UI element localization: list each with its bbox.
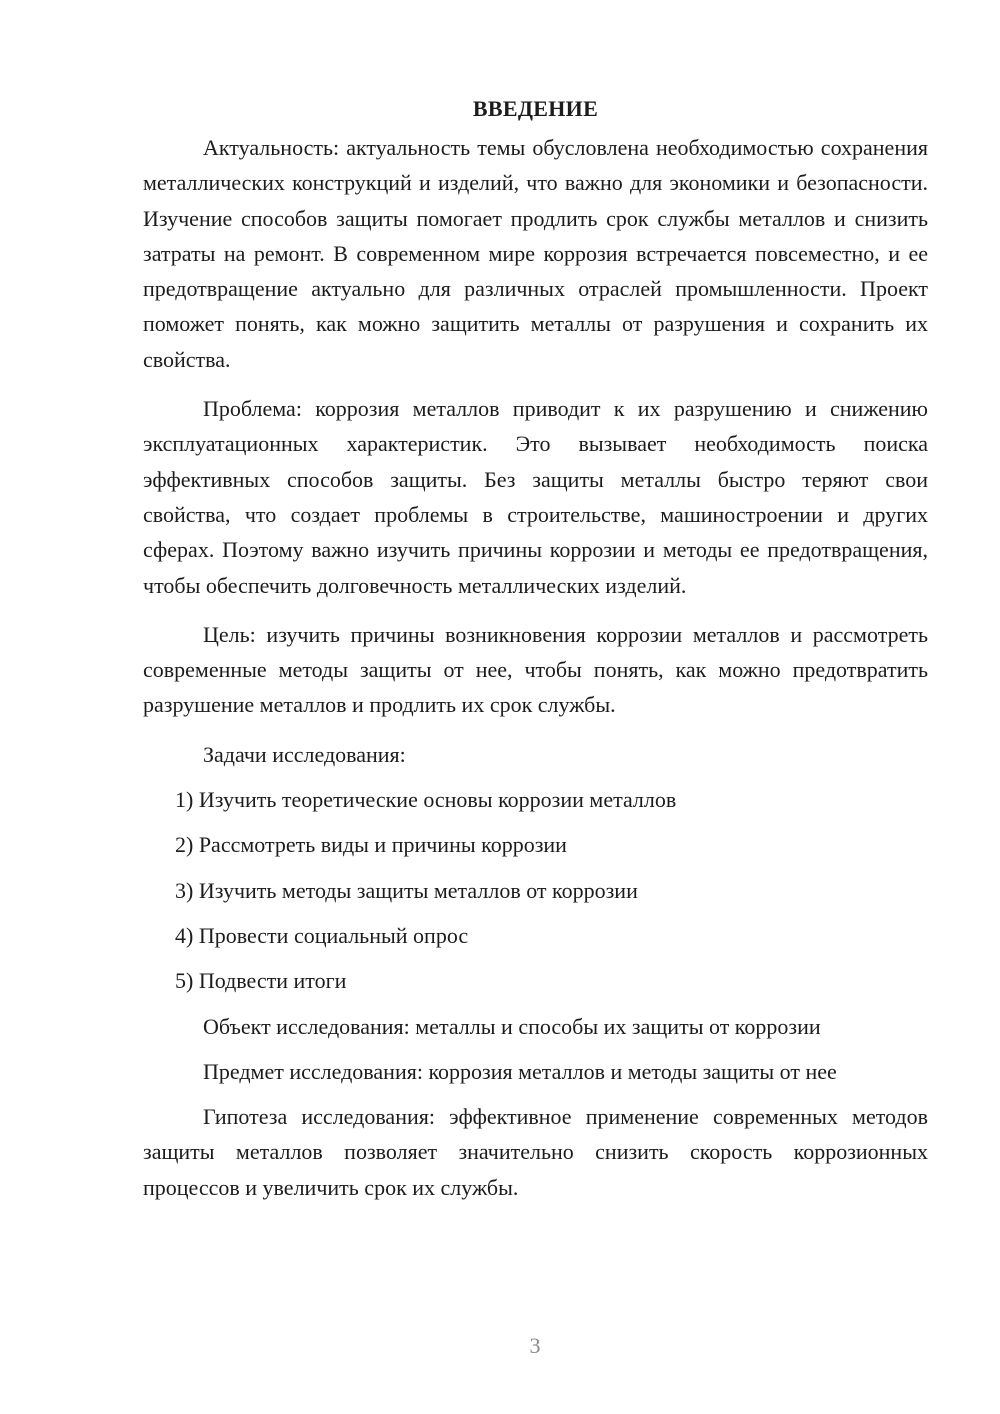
- goal-paragraph: Цель: изучить причины возникновения коррозии металлов и рассмотреть современные методы защиты от нее, чтобы понять, как можно предотвратить разрушение металлов и продлить их срок службы.: [143, 621, 928, 718]
- problem-paragraph: Проблема: коррозия металлов приводит к их разрушению и снижению эксплуатационных характеристик. Это вызывает необходимость поиска эффективных способов защиты. Без защиты металлы быстро теряют свои свойства, что создает проблемы в строительстве, машиностроении и других сферах. Поэтому важно изучить причины коррозии и методы ее предотвращения, чтобы обеспечить долговечность металлических изделий.: [143, 396, 928, 598]
- page-number: 3: [529, 1333, 541, 1358]
- hypothesis-paragraph: Гипотеза исследования: эффективное применение современных методов защиты металлов позволяет значительно снизить скорость коррозионных процессов и увеличить срок их службы.: [143, 1104, 928, 1200]
- task-item-3: 3) Изучить методы защиты металлов от коррозии: [175, 877, 638, 903]
- research-object: Объект исследования: металлы и способы их защиты от коррозии: [203, 1013, 821, 1039]
- tasks-title: Задачи исследования:: [203, 741, 406, 767]
- research-subject: Предмет исследования: коррозия металлов и методы защиты от нее: [203, 1058, 837, 1084]
- task-item-2: 2) Рассмотреть виды и причины коррозии: [175, 832, 567, 858]
- task-item-1: 1) Изучить теоретические основы коррозии металлов: [175, 787, 677, 813]
- task-item-5: 5) Подвести итоги: [175, 968, 347, 994]
- document-page: [143, 93, 928, 1219]
- relevance-paragraph: Актуальность: актуальность темы обусловлена необходимостью сохранения металлических конструкций и изделий, что важно для экономики и безопасности. Изучение способов защиты помогает продлить срок службы металлов и снизить затраты на ремонт. В современном мире коррозия встречается повсеместно, и ее предотвращение актуально для различных отраслей промышленности. Проект поможет понять, как можно защитить металлы от разрушения и сохранить их свойства.: [143, 135, 928, 372]
- task-item-4: 4) Провести социальный опрос: [175, 922, 469, 948]
- section-heading: ВВЕДЕНИЕ: [472, 96, 599, 121]
